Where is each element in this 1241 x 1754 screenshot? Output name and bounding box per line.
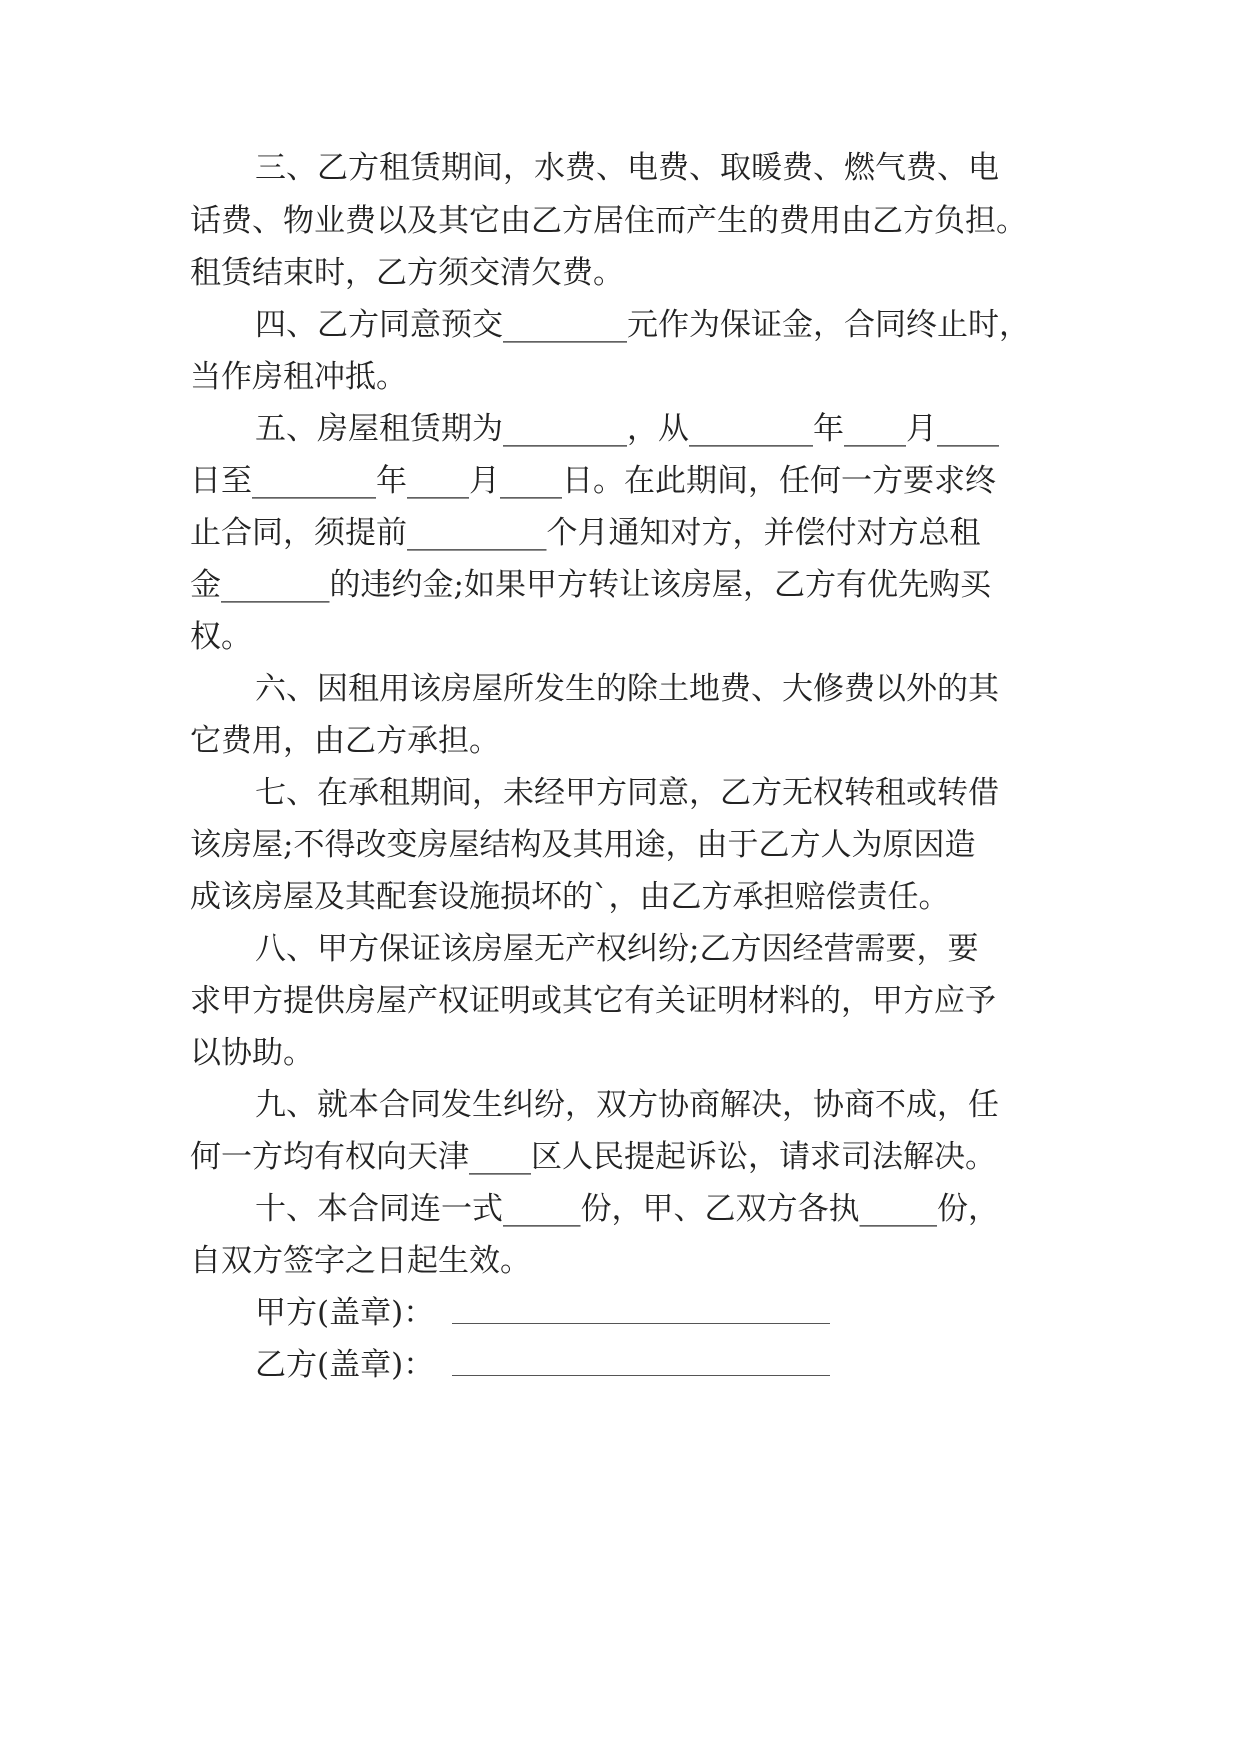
party-a-signature-label: 甲方(盖章)： xyxy=(255,1295,435,1331)
party-b-signature-line xyxy=(452,1375,830,1376)
clause-5-line-2: 日至________年____月____日。在此期间，任何一方要求终 xyxy=(190,463,996,499)
clause-10-line-2: 自双方签字之日起生效。 xyxy=(190,1243,531,1279)
clause-9-line-2: 何一方均有权向天津____区人民提起诉讼，请求司法解决。 xyxy=(190,1139,996,1175)
clause-5-line-4: 金_______的违约金;如果甲方转让该房屋，乙方有优先购买 xyxy=(190,567,991,603)
clause-3-line-3: 租赁结束时，乙方须交清欠费。 xyxy=(190,255,624,291)
clause-5-line-5: 权。 xyxy=(190,619,252,655)
clause-5-line-3: 止合同，须提前_________个月通知对方，并偿付对方总租 xyxy=(190,515,981,551)
clause-7-line-1: 七、在承租期间，未经甲方同意，乙方无权转租或转借 xyxy=(255,775,999,811)
clause-7-line-3: 成该房屋及其配套设施损坏的`，由乙方承担赔偿责任。 xyxy=(190,879,950,915)
party-b-signature-label: 乙方(盖章)： xyxy=(255,1347,435,1383)
clause-4-line-2: 当作房租冲抵。 xyxy=(190,359,407,395)
clause-8-line-3: 以协助。 xyxy=(190,1035,314,1071)
party-a-signature-line xyxy=(452,1323,830,1324)
clause-8-line-2: 求甲方提供房屋产权证明或其它有关证明材料的，甲方应予 xyxy=(190,983,996,1019)
clause-10-line-1: 十、本合同连一式_____份，甲、乙双方各执_____份， xyxy=(255,1191,999,1227)
clause-9-line-1: 九、就本合同发生纠纷，双方协商解决，协商不成，任 xyxy=(255,1087,999,1123)
clause-3-line-2: 话费、物业费以及其它由乙方居住而产生的费用由乙方负担。 xyxy=(190,203,1027,239)
clause-8-line-1: 八、甲方保证该房屋无产权纠纷;乙方因经营需要，要 xyxy=(255,931,979,967)
clause-4-line-1: 四、乙方同意预交________元作为保证金，合同终止时， xyxy=(255,307,1030,343)
clause-6-line-1: 六、因租用该房屋所发生的除土地费、大修费以外的其 xyxy=(255,671,999,707)
clause-6-line-2: 它费用，由乙方承担。 xyxy=(190,723,500,759)
clause-3-line-1: 三、乙方租赁期间，水费、电费、取暖费、燃气费、电 xyxy=(255,150,999,186)
clause-5-line-1: 五、房屋租赁期为________，从________年____月____ xyxy=(255,411,999,447)
clause-7-line-2: 该房屋;不得改变房屋结构及其用途，由于乙方人为原因造 xyxy=(190,827,976,863)
